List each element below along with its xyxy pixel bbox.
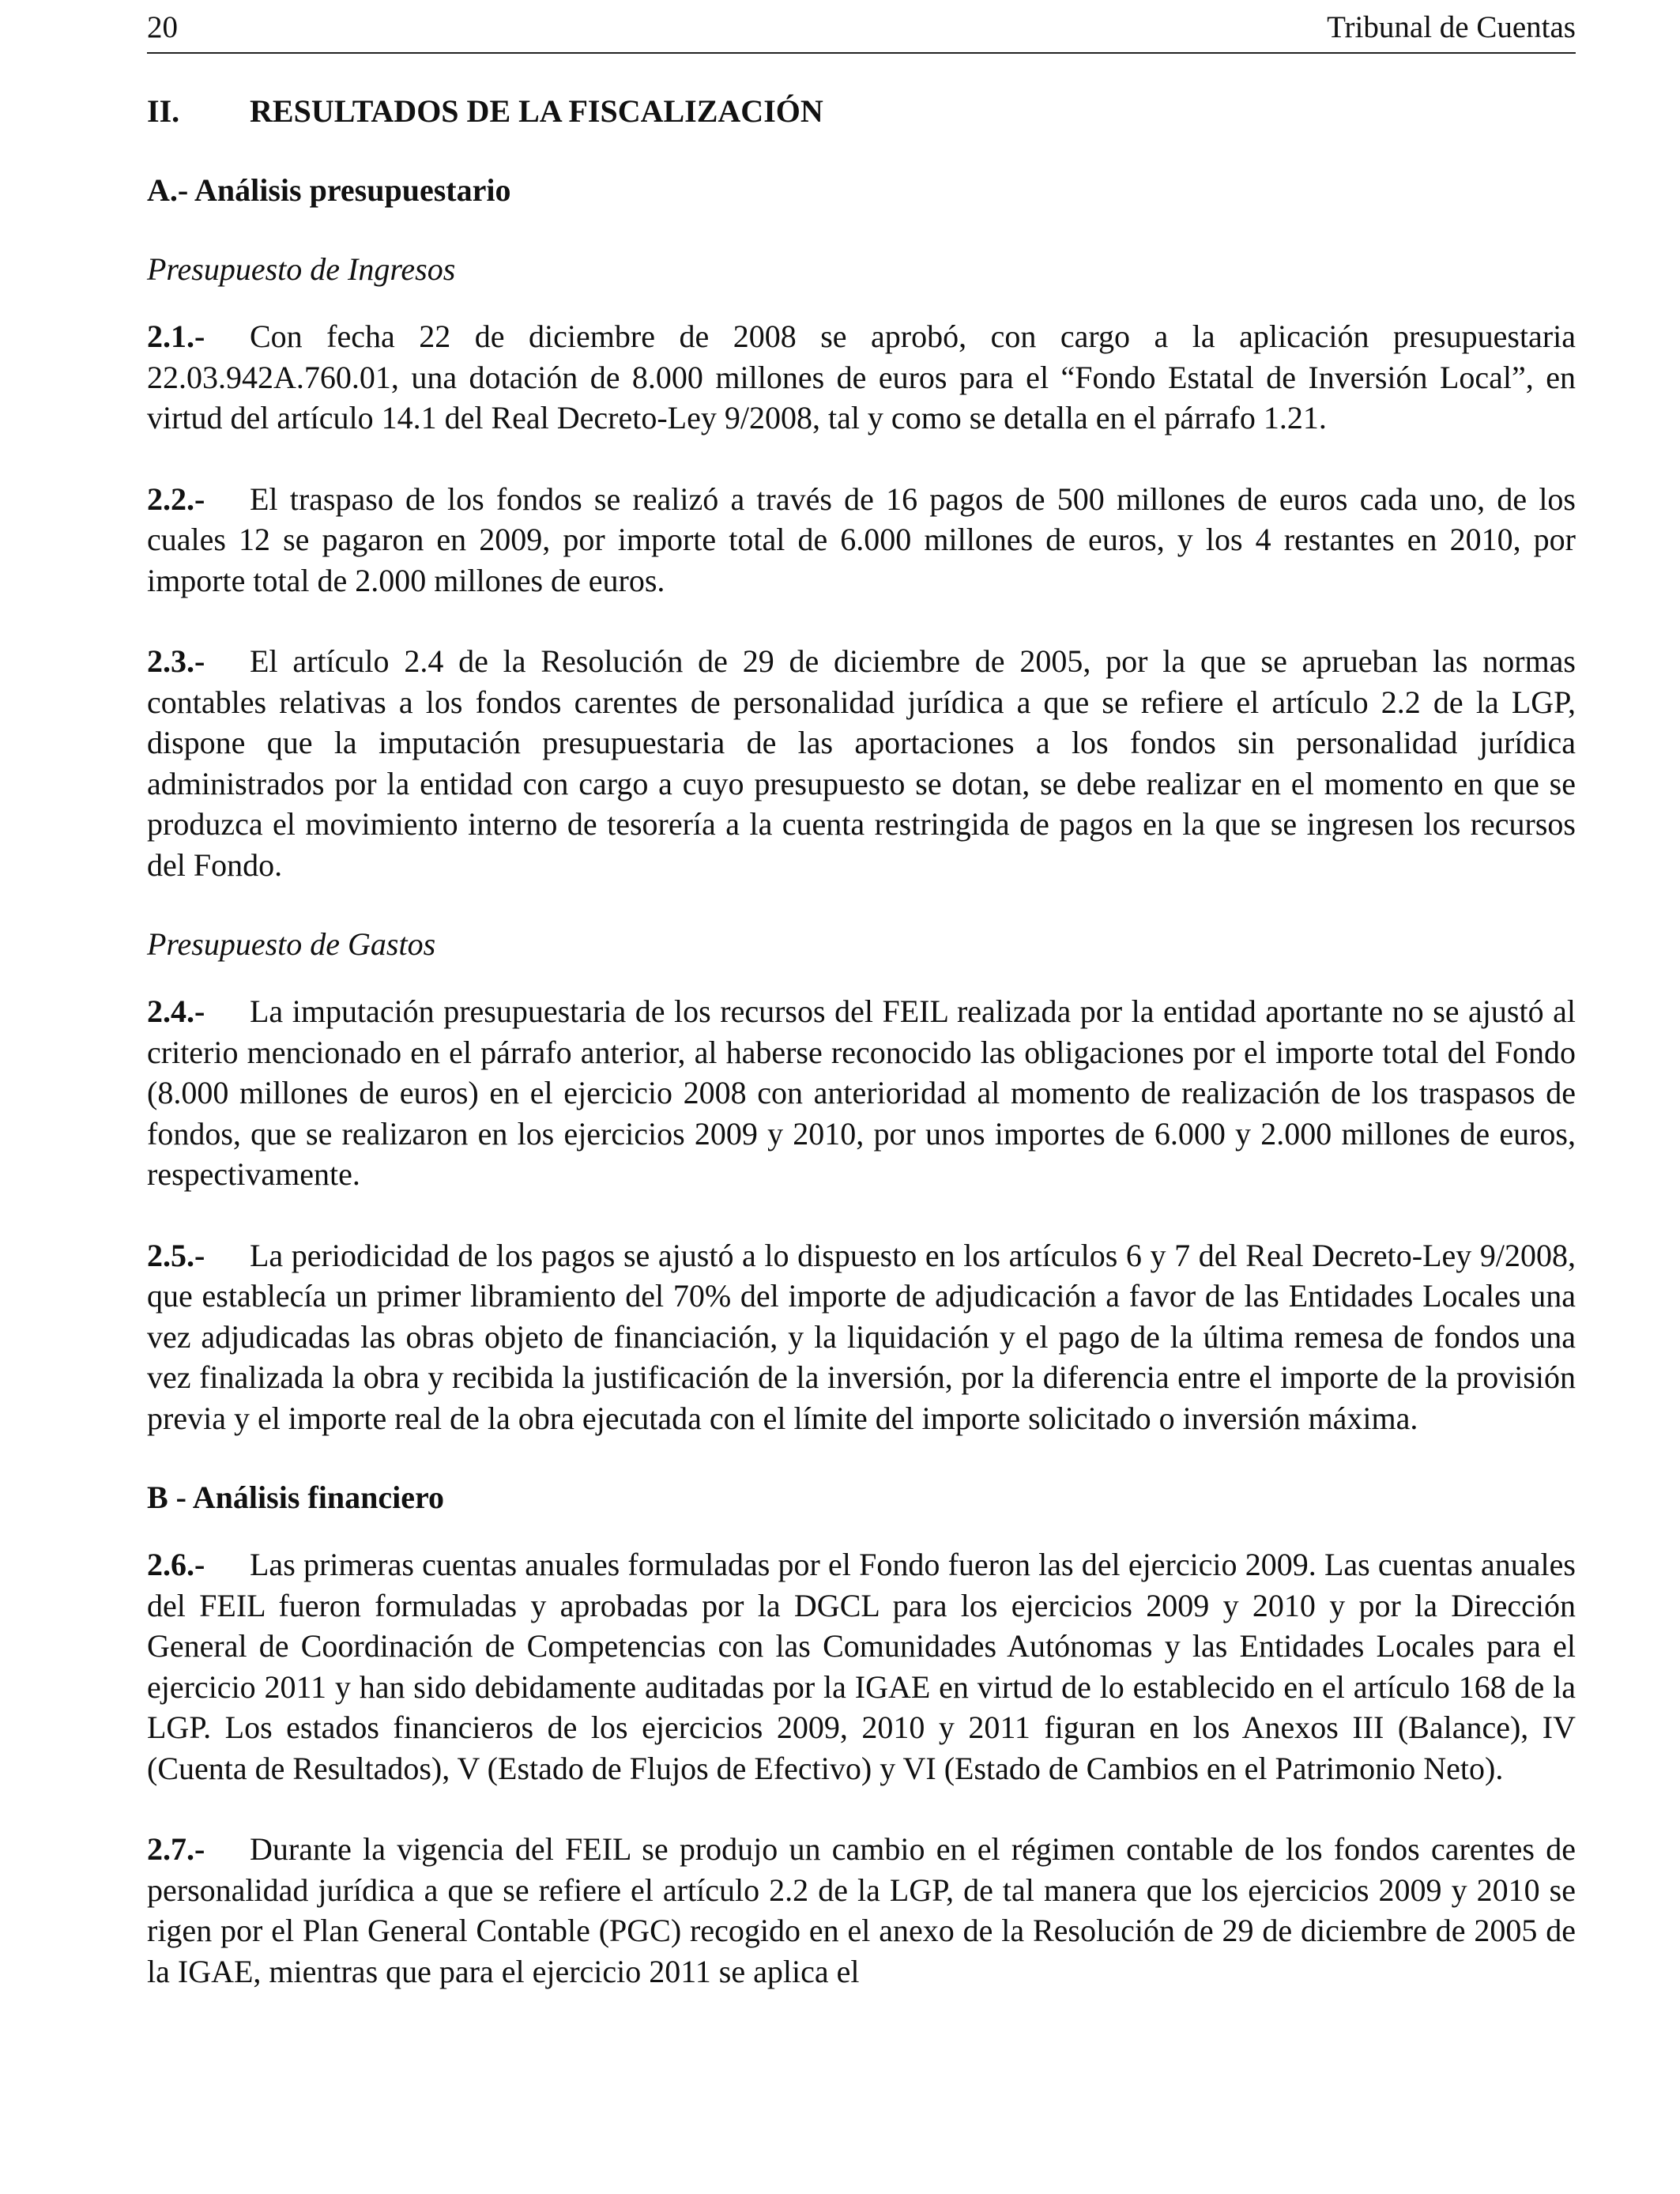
paragraph-number: 2.5.- bbox=[147, 1237, 205, 1273]
paragraph-2-6 bbox=[147, 1544, 1576, 1789]
paragraph-number: 2.6.- bbox=[147, 1547, 205, 1582]
paragraph-text: La periodicidad de los pagos se ajustó a lo dispuesto en los artículos 6 y 7 del Real Decreto-Ley 9/2008, que establecía un primer libramiento del 70% del importe de adjudicación a favor de las Entidades Locales una vez adjudicadas las obras objeto de financiación, y la liquidación y el pago de la última remesa de fondos una vez finalizada la obra y recibida la justificación de la inversión, por la diferencia entre el importe de la provisión previa y el importe real de la obra ejecutada con el límite del importe solicitado o inversión máxima. bbox=[147, 1237, 1576, 1436]
section-number: II. bbox=[147, 93, 180, 129]
running-title: Tribunal de Cuentas bbox=[1327, 10, 1576, 44]
page-header bbox=[147, 0, 1576, 54]
paragraph-number: 2.1.- bbox=[147, 319, 205, 354]
section-heading bbox=[147, 92, 1576, 131]
subsection-b-heading: B - Análisis financiero bbox=[147, 1480, 444, 1515]
paragraph-number: 2.2.- bbox=[147, 481, 205, 517]
gastos-heading: Presupuesto de Gastos bbox=[147, 926, 436, 962]
paragraph-2-2 bbox=[147, 479, 1576, 601]
paragraph-text: Con fecha 22 de diciembre de 2008 se aprobó, con cargo a la aplicación presupuestaria 22.03.942A.760.01, una dotación de 8.000 millones de euros para el “Fondo Estatal de Inversión Local”, en virtud del artículo 14.1 del Real Decreto-Ley 9/2008, tal y como se detalla en el párrafo 1.21. bbox=[147, 319, 1576, 435]
paragraph-text: Durante la vigencia del FEIL se produjo un cambio en el régimen contable de los fondos carentes de personalidad jurídica a que se refiere el artículo 2.2 de la LGP, de tal manera que los ejercicios 2009 y 2010 se rigen por el Plan General Contable (PGC) recogido en el anexo de la Resolución de 29 de diciembre de 2005 de la IGAE, mientras que para el ejercicio 2011 se aplica el bbox=[147, 1831, 1576, 1989]
paragraph-2-3 bbox=[147, 641, 1576, 885]
paragraph-text: El traspaso de los fondos se realizó a través de 16 pagos de 500 millones de euros cada uno, de los cuales 12 se pagaron en 2009, por importe total de 6.000 millones de euros, y los 4 restantes en 2010, por importe total de 2.000 millones de euros. bbox=[147, 481, 1576, 598]
subsection-a-heading: A.- Análisis presupuestario bbox=[147, 172, 511, 208]
paragraph-text: Las primeras cuentas anuales formuladas por el Fondo fueron las del ejercicio 2009. Las cuentas anuales del FEIL fueron formuladas y aprobadas por la DGCL para los ejercicios 2009 y 2010 y por la Dirección General de Coordinación de Competencias con las Comunidades Autónomas y las Entidades Locales para el ejercicio 2011 y han sido debidamente auditadas por la IGAE en virtud de lo establecido en el artículo 168 de la LGP. Los estados financieros de los ejercicios 2009, 2010 y 2011 figuran en los Anexos III (Balance), IV (Cuenta de Resultados), V (Estado de Flujos de Efectivo) y VI (Estado de Cambios en el Patrimonio Neto). bbox=[147, 1547, 1576, 1786]
paragraph-2-4 bbox=[147, 991, 1576, 1195]
page-number: 20 bbox=[147, 10, 178, 44]
paragraph-text: El artículo 2.4 de la Resolución de 29 de diciembre de 2005, por la que se aprueban las normas contables relativas a los fondos carentes de personalidad jurídica a que se refiere el artículo 2.2 de la LGP, dispone que la imputación presupuestaria de las aportaciones a los fondos sin personalidad jurídica administrados por la entidad con cargo a cuyo presupuesto se dotan, se debe realizar en el momento en que se produzca el movimiento interno de tesorería a la cuenta restringida de pagos en la que se ingresen los recursos del Fondo. bbox=[147, 643, 1576, 883]
section-title: RESULTADOS DE LA FISCALIZACIÓN bbox=[250, 93, 823, 129]
ingresos-heading: Presupuesto de Ingresos bbox=[147, 251, 456, 287]
paragraph-number: 2.7.- bbox=[147, 1831, 205, 1867]
paragraph-number: 2.3.- bbox=[147, 643, 205, 679]
paragraph-2-7 bbox=[147, 1829, 1576, 1992]
document-page bbox=[147, 0, 1576, 2023]
paragraph-number: 2.4.- bbox=[147, 993, 205, 1029]
paragraph-2-1 bbox=[147, 316, 1576, 439]
paragraph-text: La imputación presupuestaria de los recursos del FEIL realizada por la entidad aportante no se ajustó al criterio mencionado en el párrafo anterior, al haberse reconocido las obligaciones por el importe total del Fondo (8.000 millones de euros) en el ejercicio 2008 con anterioridad al momento de realización de los traspasos de fondos, que se realizaron en los ejercicios 2009 y 2010, por unos importes de 6.000 y 2.000 millones de euros, respectivamente. bbox=[147, 993, 1576, 1192]
paragraph-2-5 bbox=[147, 1235, 1576, 1439]
